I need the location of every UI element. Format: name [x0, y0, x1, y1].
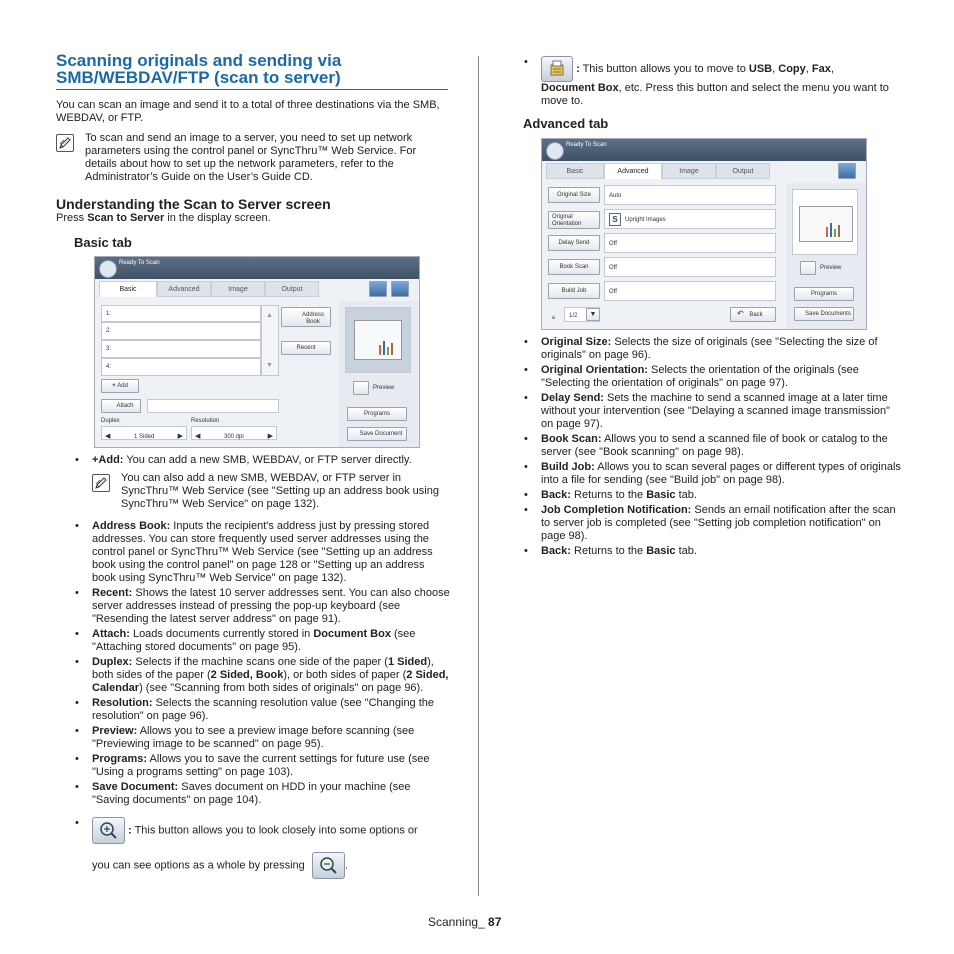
preview-pane — [345, 307, 411, 373]
page-up-icon[interactable]: ▲ — [550, 314, 557, 321]
resolution-next-icon[interactable]: ▶ — [267, 433, 273, 440]
preview-pane — [792, 189, 858, 255]
attach-button[interactable]: Attach — [101, 399, 141, 413]
note-text: To scan and send an image to a server, you need to set up network parameters using the control panel or SyncThru™ Web Service. For details about how to set up the network parameters, refer to the Administrator’s Guide on the User’s Guide CD. — [85, 132, 417, 183]
page-down-button[interactable] — [586, 308, 600, 321]
resolution-label: Resolution — [191, 418, 220, 424]
screen-tabs — [546, 163, 780, 179]
list-item: • Delay Send: Sets the machine to send a scanned image at a later time without your intervention (see "Delaying a scanned image transmission" on page 97). — [514, 392, 904, 431]
home-icon[interactable] — [99, 260, 117, 278]
preview-paper — [799, 206, 853, 242]
section-heading: Understanding the Scan to Server screen — [56, 196, 331, 212]
resolution-selector[interactable]: ◀ 300 dpi ▶ — [191, 426, 277, 440]
zoom-continuation: you can see options as a whole by pressing . — [92, 852, 450, 879]
scroll-up-icon[interactable]: ▲ — [266, 312, 273, 319]
screen-status: Ready To Scan — [119, 260, 160, 266]
tab-image[interactable]: Image — [662, 163, 716, 179]
list-item: • Book Scan: Allows you to send a scanned file of book or catalog to the server (see "Book scanning" on page 98). — [514, 433, 904, 459]
title-rule — [56, 89, 448, 90]
tab-basic[interactable]: Basic — [546, 163, 604, 179]
original-size-value: Auto — [604, 185, 776, 205]
original-size-button[interactable]: Original Size — [548, 187, 600, 203]
resolution-prev-icon[interactable]: ◀ — [195, 433, 201, 440]
note-box-add — [92, 472, 450, 511]
list-item: • : This button allows you to look closely into some options or — [56, 817, 450, 844]
list-item: • Original Orientation: Selects the orientation of the originals (see "Selecting the orientation of originals" on page 97). — [514, 364, 904, 390]
menu-icon[interactable] — [391, 281, 409, 297]
list-item: • Build Job: Allows you to scan several pages or different types of originals into a file for sending (see "Build job" on page 98). — [514, 461, 904, 487]
duplex-next-icon[interactable]: ▶ — [177, 433, 183, 440]
basic-tab-bullets — [56, 454, 450, 467]
basic-tab-bullets-2 — [56, 520, 450, 844]
list-item: • Attach: Loads documents currently stored in Document Box (see "Attaching stored documents" on page 95). — [56, 628, 450, 654]
server-row-2[interactable]: 2: — [101, 322, 261, 340]
duplex-label: Duplex — [101, 418, 120, 424]
add-button[interactable]: + Add — [101, 379, 139, 393]
list-item: • Preview: Allows you to see a preview image before scanning (see "Previewing image to be scanned" on page 95). — [56, 725, 450, 751]
tab-advanced[interactable]: Advanced — [604, 163, 662, 179]
tab-advanced[interactable]: Advanced — [157, 281, 211, 297]
address-book-button[interactable]: Address Book — [281, 307, 331, 327]
save-document-button[interactable]: Save Document — [347, 427, 407, 441]
list-scrollbar[interactable] — [261, 305, 279, 376]
screen-status: Ready To Scan — [566, 142, 607, 148]
programs-button[interactable]: Programs — [347, 407, 407, 421]
basic-tab-screen — [94, 256, 420, 448]
zoom-out-icon — [312, 852, 345, 879]
preview-button[interactable] — [800, 261, 816, 275]
duplex-prev-icon[interactable]: ◀ — [105, 433, 111, 440]
server-row-4[interactable]: 4: — [101, 358, 261, 376]
book-scan-value: Off — [604, 257, 776, 277]
note-box — [56, 132, 450, 184]
advanced-tab-screen — [541, 138, 867, 330]
menu-icon[interactable] — [838, 163, 856, 179]
note-text: You can also add a new SMB, WEBDAV, or FTP server in SyncThru™ Web Service (see "Setting up an address book using SyncThru™ Web Service" on page 132). — [121, 472, 439, 510]
list-item: • Recent: Shows the latest 10 server addresses sent. You can also choose server addresses instead of pressing the pop-up keyboard (see "Resending the latest server address" on page 91). — [56, 587, 450, 626]
tab-output[interactable]: Output — [265, 281, 319, 297]
list-item: • Back: Returns to the Basic tab. — [514, 545, 904, 558]
note-pencil-icon — [56, 134, 74, 152]
page-down-icon: ▼ — [589, 311, 597, 318]
page-footer: Scanning_ 87 — [428, 915, 502, 929]
column-divider — [478, 56, 479, 896]
advanced-tab-heading: Advanced tab — [523, 116, 609, 131]
server-row-3[interactable]: 3: — [101, 340, 261, 358]
preview-label: Preview — [373, 385, 395, 391]
list-item: • Address Book: Inputs the recipient's address just by pressing stored addresses. You can store frequently used server addresses using the control panel or SyncThru™ Web Service (see "Setting up an address book using the control panel" on page 128 or "Setting up an address book using SyncThru™ Web Service" on page 132). — [56, 520, 450, 585]
build-job-value: Off — [604, 281, 776, 301]
zoom-icon[interactable] — [369, 281, 387, 297]
list-item: • Original Size: Selects the size of originals (see "Selecting the size of originals" on page 96). — [514, 336, 904, 362]
recent-button[interactable]: Recent — [281, 341, 331, 355]
tab-output[interactable]: Output — [716, 163, 770, 179]
tab-image[interactable]: Image — [211, 281, 265, 297]
upright-orientation-icon: S — [609, 213, 621, 226]
left-column — [56, 52, 450, 879]
preview-button[interactable] — [353, 381, 369, 395]
right-column — [514, 56, 904, 560]
book-scan-button[interactable]: Book Scan — [548, 259, 600, 275]
delay-send-value: Off — [604, 233, 776, 253]
screen-tabs — [99, 281, 333, 297]
tab-basic[interactable]: Basic — [99, 281, 157, 297]
menu-move-icon — [541, 56, 573, 82]
page-indicator: 1/2 — [564, 307, 600, 322]
basic-tab-heading: Basic tab — [74, 235, 132, 250]
preview-paper — [354, 320, 402, 360]
page-title: Scanning originals and sending via SMB/WEBDAV/FTP (scan to server) — [56, 51, 342, 87]
menu-button-bullet — [514, 56, 904, 108]
list-item: • Save Document: Saves document on HDD in your machine (see "Saving documents" on page 104). — [56, 781, 450, 807]
press-instruction: Press Scan to Server in the display screen. — [56, 212, 271, 224]
list-item: • Job Completion Notification: Sends an email notification after the scan to server job is completed (see "Setting job completion notification" on page 98). — [514, 504, 904, 543]
scroll-down-icon[interactable]: ▼ — [266, 362, 273, 369]
zoom-in-icon — [92, 817, 125, 844]
duplex-selector[interactable]: ◀ 1 Sided ▶ — [101, 426, 187, 440]
home-icon[interactable] — [546, 142, 564, 160]
preview-label: Preview — [820, 265, 842, 271]
back-button[interactable]: ↶ Back — [730, 307, 776, 322]
list-item: • +Add: You can add a new SMB, WEBDAV, or FTP server directly. — [56, 454, 450, 467]
delay-send-button[interactable]: Delay Send — [548, 235, 600, 251]
intro-paragraph: You can scan an image and send it to a total of three destinations via the SMB, WEBDAV, or FTP. — [56, 99, 440, 124]
original-orientation-value: S Upright Images — [604, 209, 776, 229]
back-arrow-icon: ↶ — [737, 309, 744, 318]
programs-button[interactable]: Programs — [794, 287, 854, 301]
save-documents-button[interactable]: Save Documents — [794, 307, 854, 321]
note-pencil-icon — [92, 474, 110, 492]
build-job-button[interactable]: Build Job — [548, 283, 600, 299]
list-item: • Back: Returns to the Basic tab. — [514, 489, 904, 502]
attach-field[interactable] — [147, 399, 279, 413]
list-item: • Duplex: Selects if the machine scans one side of the paper (1 Sided), both sides of the paper (2 Sided, Book), or both sides of paper (2 Sided, Calendar) (see "Scanning from both sides of originals" on page 96). — [56, 656, 450, 695]
list-item: • Programs: Allows you to save the current settings for future use (see "Using a programs setting" on page 103). — [56, 753, 450, 779]
original-orientation-button[interactable]: Original Orientation — [548, 211, 600, 229]
list-item: • : This button allows you to move to USB, Copy, Fax, Document Box, etc. Press this button and select the menu you want to move to. — [514, 56, 904, 108]
advanced-tab-bullets — [514, 336, 904, 558]
list-item: • Resolution: Selects the scanning resolution value (see "Changing the resolution" on page 96). — [56, 697, 450, 723]
server-row-1[interactable]: 1: — [101, 305, 261, 322]
